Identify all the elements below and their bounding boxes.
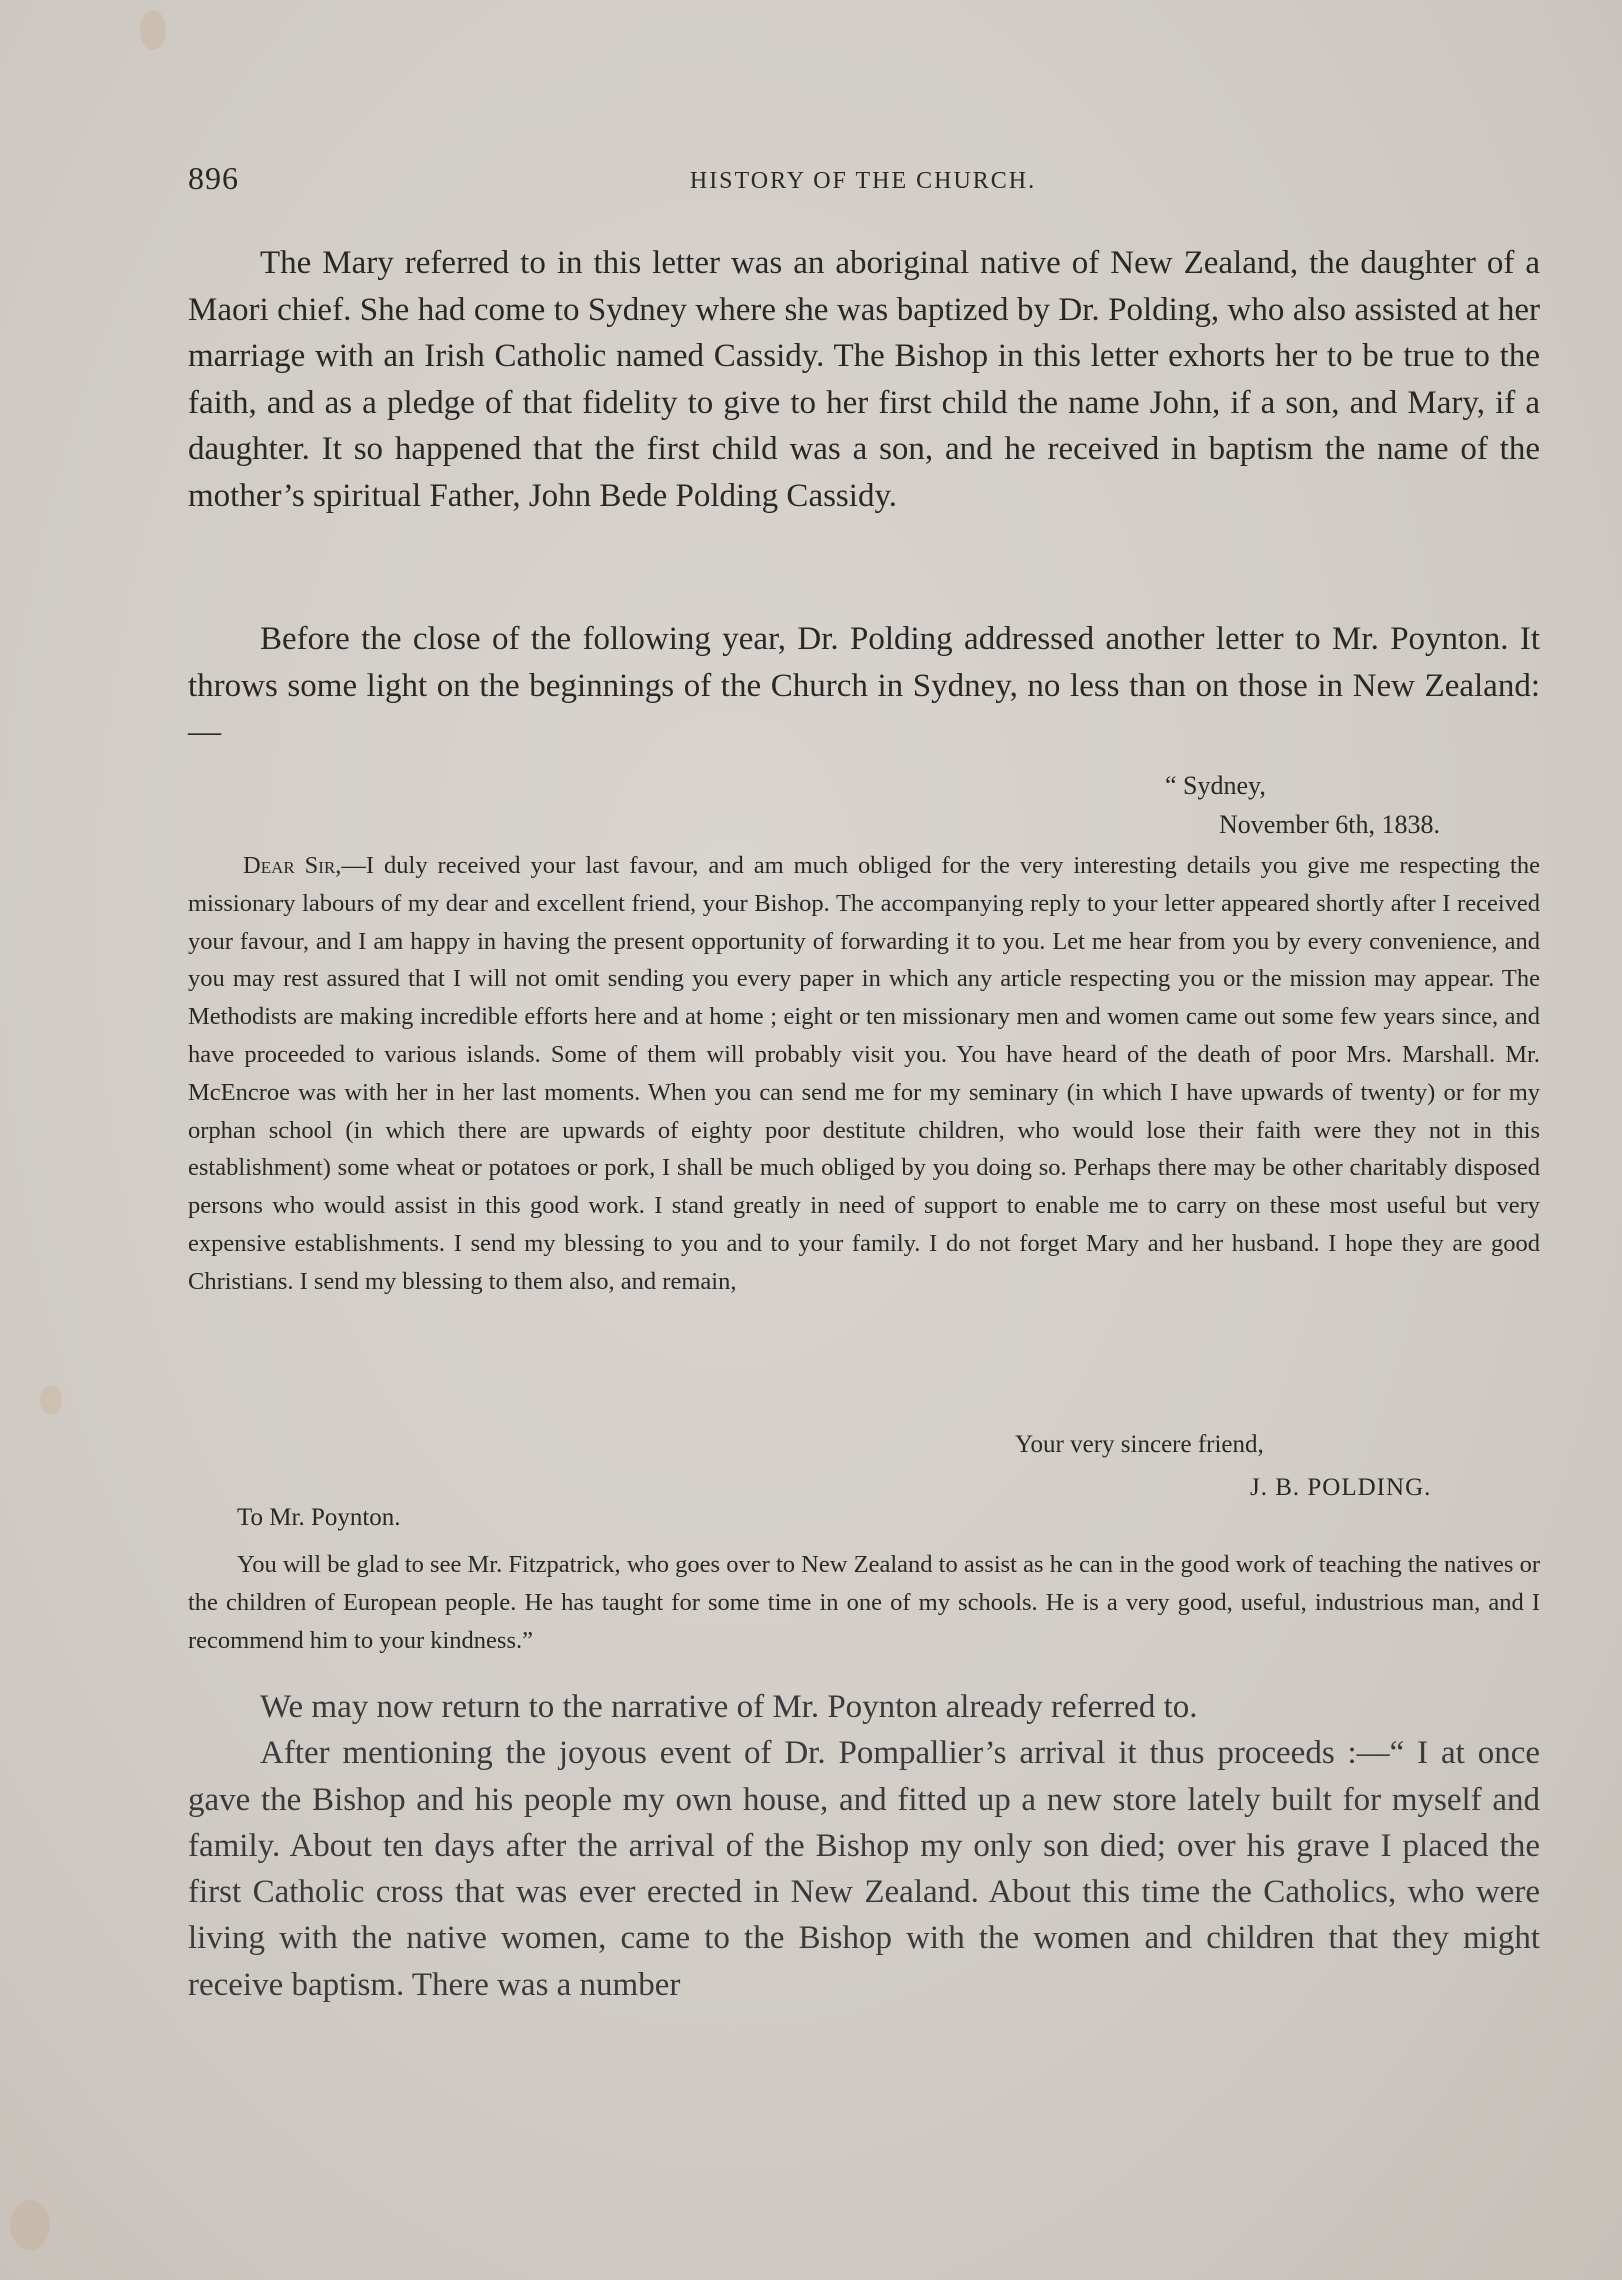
running-head: HISTORY OF THE CHURCH.: [689, 168, 1037, 194]
paragraph-text: Before the close of the following year, Dr. Polding addressed another letter to Mr. Poynton. It throws some light on the beginnings of the Church in Sydney, no less than on those in New Zealand:—: [188, 621, 1540, 750]
letter-body-text: —I duly received your last favour, and am much obliged for the very interesting details you give me respecting the missionary labours of my dear and excellent friend, your Bishop. The accompanying reply to your letter appeared shortly after I received your favour, and I am happy in having the present opportunity of forwarding it to you. Let me hear from you by every convenience, and you may rest assured that I will not omit sending you every paper in which any article respecting you or the mission may appear. The Methodists are making incredible efforts here and at home ; eight or ten missionary men and women came out some few years since, and have proceeded to various islands. Some of them will probably visit you. You have heard of the death of poor Mrs. Marshall. Mr. McEncroe was with her in her last moments. When you can send me for my seminary (in which I have upwards of twenty) or for my orphan school (in which there are upwards of eighty poor destitute children, who would lose their faith were they not in this establishment) some wheat or potatoes or pork, I shall be much obliged by you doing so. Perhaps there may be other charitably disposed persons who would assist in this good work. I stand greatly in need of support to enable me to carry on these most useful but very expensive establishments. I send my blessing to you and to your family. I do not forget Mary and her husband. I hope they are good Christians. I send my blessing to them also, and remain,: [188, 852, 1540, 1295]
letter-closing: Your very sincere friend,: [1015, 1431, 1264, 1458]
letter-salutation: Dear Sir,: [243, 852, 342, 879]
page-header: [188, 160, 1538, 210]
letter-text: [188, 847, 1540, 1301]
letter-body: [188, 847, 1540, 1301]
body-paragraph-3: [188, 1684, 1540, 2008]
letter-place: “ Sydney,: [1165, 771, 1266, 800]
letter-postscript: [188, 1546, 1540, 1659]
paper-stain: [10, 2200, 50, 2250]
letter-signature: J. B. POLDING.: [1250, 1474, 1432, 1501]
paper-stain: [140, 10, 166, 50]
postscript-text: You will be glad to see Mr. Fitzpatrick, who goes over to New Zealand to assist as he can in the good work of teaching the natives or the children of European people. He has taught for some time in one of my schools. He is a very good, useful, industrious man, and I recommend him to your kindness.”: [188, 1551, 1540, 1654]
paper-stain: [40, 1385, 62, 1415]
page-number: 896: [188, 160, 239, 196]
body-paragraph-1: [188, 240, 1540, 519]
body-paragraph-2: [188, 616, 1540, 756]
paragraph-first-line: We may now return to the narrative of Mr. Poynton already referred to.: [260, 1689, 1198, 1725]
letter-date: November 6th, 1838.: [1219, 810, 1440, 839]
letter-addressee: To Mr. Poynton.: [237, 1504, 401, 1531]
paragraph-text: After mentioning the joyous event of Dr. Pompallier’s arrival it thus proceeds :—“ I at once gave the Bishop and his people my own house, and fitted up a new store lately built for myself and family. About ten days after the arrival of the Bishop my only son died; over his grave I placed the first Catholic cross that was ever erected in New Zealand. About this time the Catholics, who were living with the native women, came to the Bishop with the women and children that they might receive baptism. There was a number: [188, 1735, 1540, 2003]
paragraph-text: The Mary referred to in this letter was an aboriginal native of New Zealand, the daughter of a Maori chief. She had come to Sydney where she was baptized by Dr. Polding, who also assisted at her marriage with an Irish Catholic named Cassidy. The Bishop in this letter exhorts her to be true to the faith, and as a pledge of that fidelity to give to her first child the name John, if a son, and Mary, if a daughter. It so happened that the first child was a son, and he received in baptism the name of the mother’s spiritual Father, John Bede Polding Cassidy.: [188, 245, 1540, 514]
